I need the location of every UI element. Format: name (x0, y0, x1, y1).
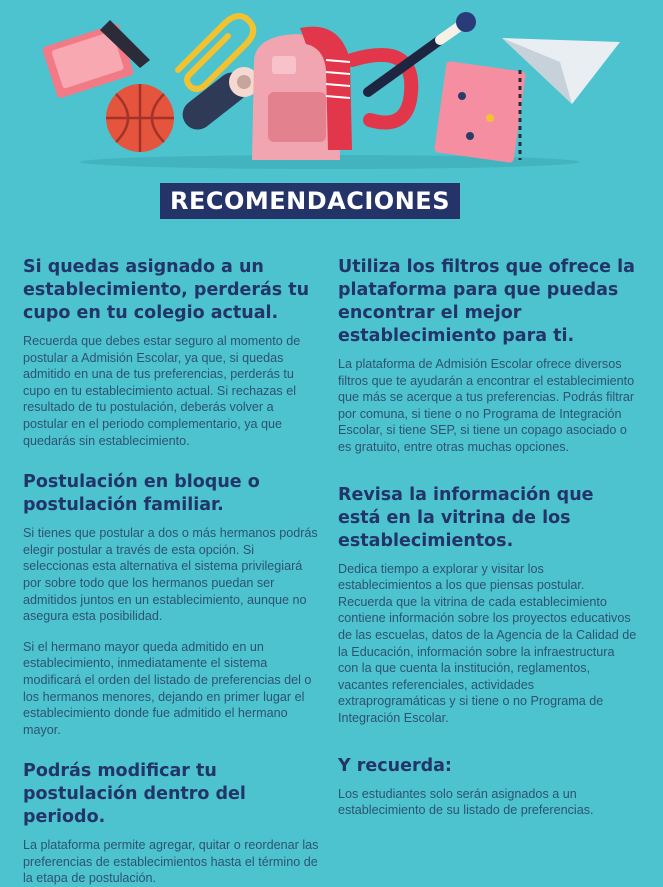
right-column (338, 256, 638, 819)
section-text: Si el hermano mayor queda admitido en un establecimiento, inmediatamente el sistema modificará el orden del listado de preferencias del o los hermanos menores, dejando en primer lugar el establecimiento donde fue admitido el hermano mayor. (23, 639, 312, 737)
backpack-icon (252, 27, 411, 160)
section-postulacion-bloque (23, 471, 319, 738)
section-text: Recuerda que debes estar seguro al momento de postular a Admisión Escolar, ya que, si quedas admitido en una de tus preferencias, perderás tu cupo en tu establecimiento actual. Si rechazas el resultado de tu postulación, deberás volver a postular en el periodo complementario, ya que quedarás sin establecimiento. (23, 334, 301, 448)
left-column (23, 256, 319, 887)
school-supplies-illustration (0, 0, 663, 175)
notebook-icon (434, 61, 526, 163)
section-heading: Postulación en bloque o postulación familiar. (23, 472, 260, 516)
section-heading: Podrás modificar tu postulación dentro del periodo. (23, 761, 246, 828)
section-heading: Revisa la información que está en la vitrina de los establecimientos. (338, 484, 594, 551)
section-recuerda (338, 755, 638, 819)
basketball-icon (106, 84, 174, 152)
page-title: RECOMENDACIONES (160, 183, 460, 219)
section-filtros (338, 256, 638, 456)
section-asignado (23, 256, 319, 449)
section-vitrina (338, 484, 638, 727)
section-text: Los estudiantes solo serán asignados a un establecimiento de su listado de preferencias. (338, 786, 594, 818)
section-modificar-postulacion (23, 760, 319, 887)
section-text: Dedica tiempo a explorar y visitar los establecimientos a los que piensas postular. Recuerda que la vitrina de cada establecimiento contiene información sobre los proyectos educativos de las escuelas, datos de la Agencia de la Calidad de la Educación, información sobre la infraestructura con la que cuenta la institución, reglamentos, vacantes referenciales, actividades extraprogramáticas y si tiene o no Programa de Integración Escolar. (338, 561, 637, 725)
section-text: Si tienes que postular a dos o más hermanos podrás elegir postular a través de esta opción. Si seleccionas esta alternativa el sistema privilegiará por sobre todo que los hermanos puedan ser admitidos juntos en un establecimiento, aunque no asegura esta posibilidad. (23, 526, 318, 624)
section-text: La plataforma permite agregar, quitar o reordenar las preferencias de establecimientos hasta el término de la etapa de postulación. (23, 838, 319, 886)
section-heading: Utiliza los filtros que ofrece la plataforma para que puedas encontrar el mejor establecimiento para ti. (338, 257, 635, 346)
section-heading: Si quedas asignado a un establecimiento, perderás tu cupo en tu colegio actual. (23, 257, 310, 323)
section-text: La plataforma de Admisión Escolar ofrece diversos filtros que te ayudarán a encontrar el establecimiento que más se acerque a tus preferencias. Podrás filtrar por comuna, si tiene o no Programa de Integración Escolar, si tiene SEP, si tiene un copago asociado o es gratuito, entre otras muchas opciones. (338, 357, 635, 454)
section-heading: Y recuerda: (338, 755, 452, 776)
